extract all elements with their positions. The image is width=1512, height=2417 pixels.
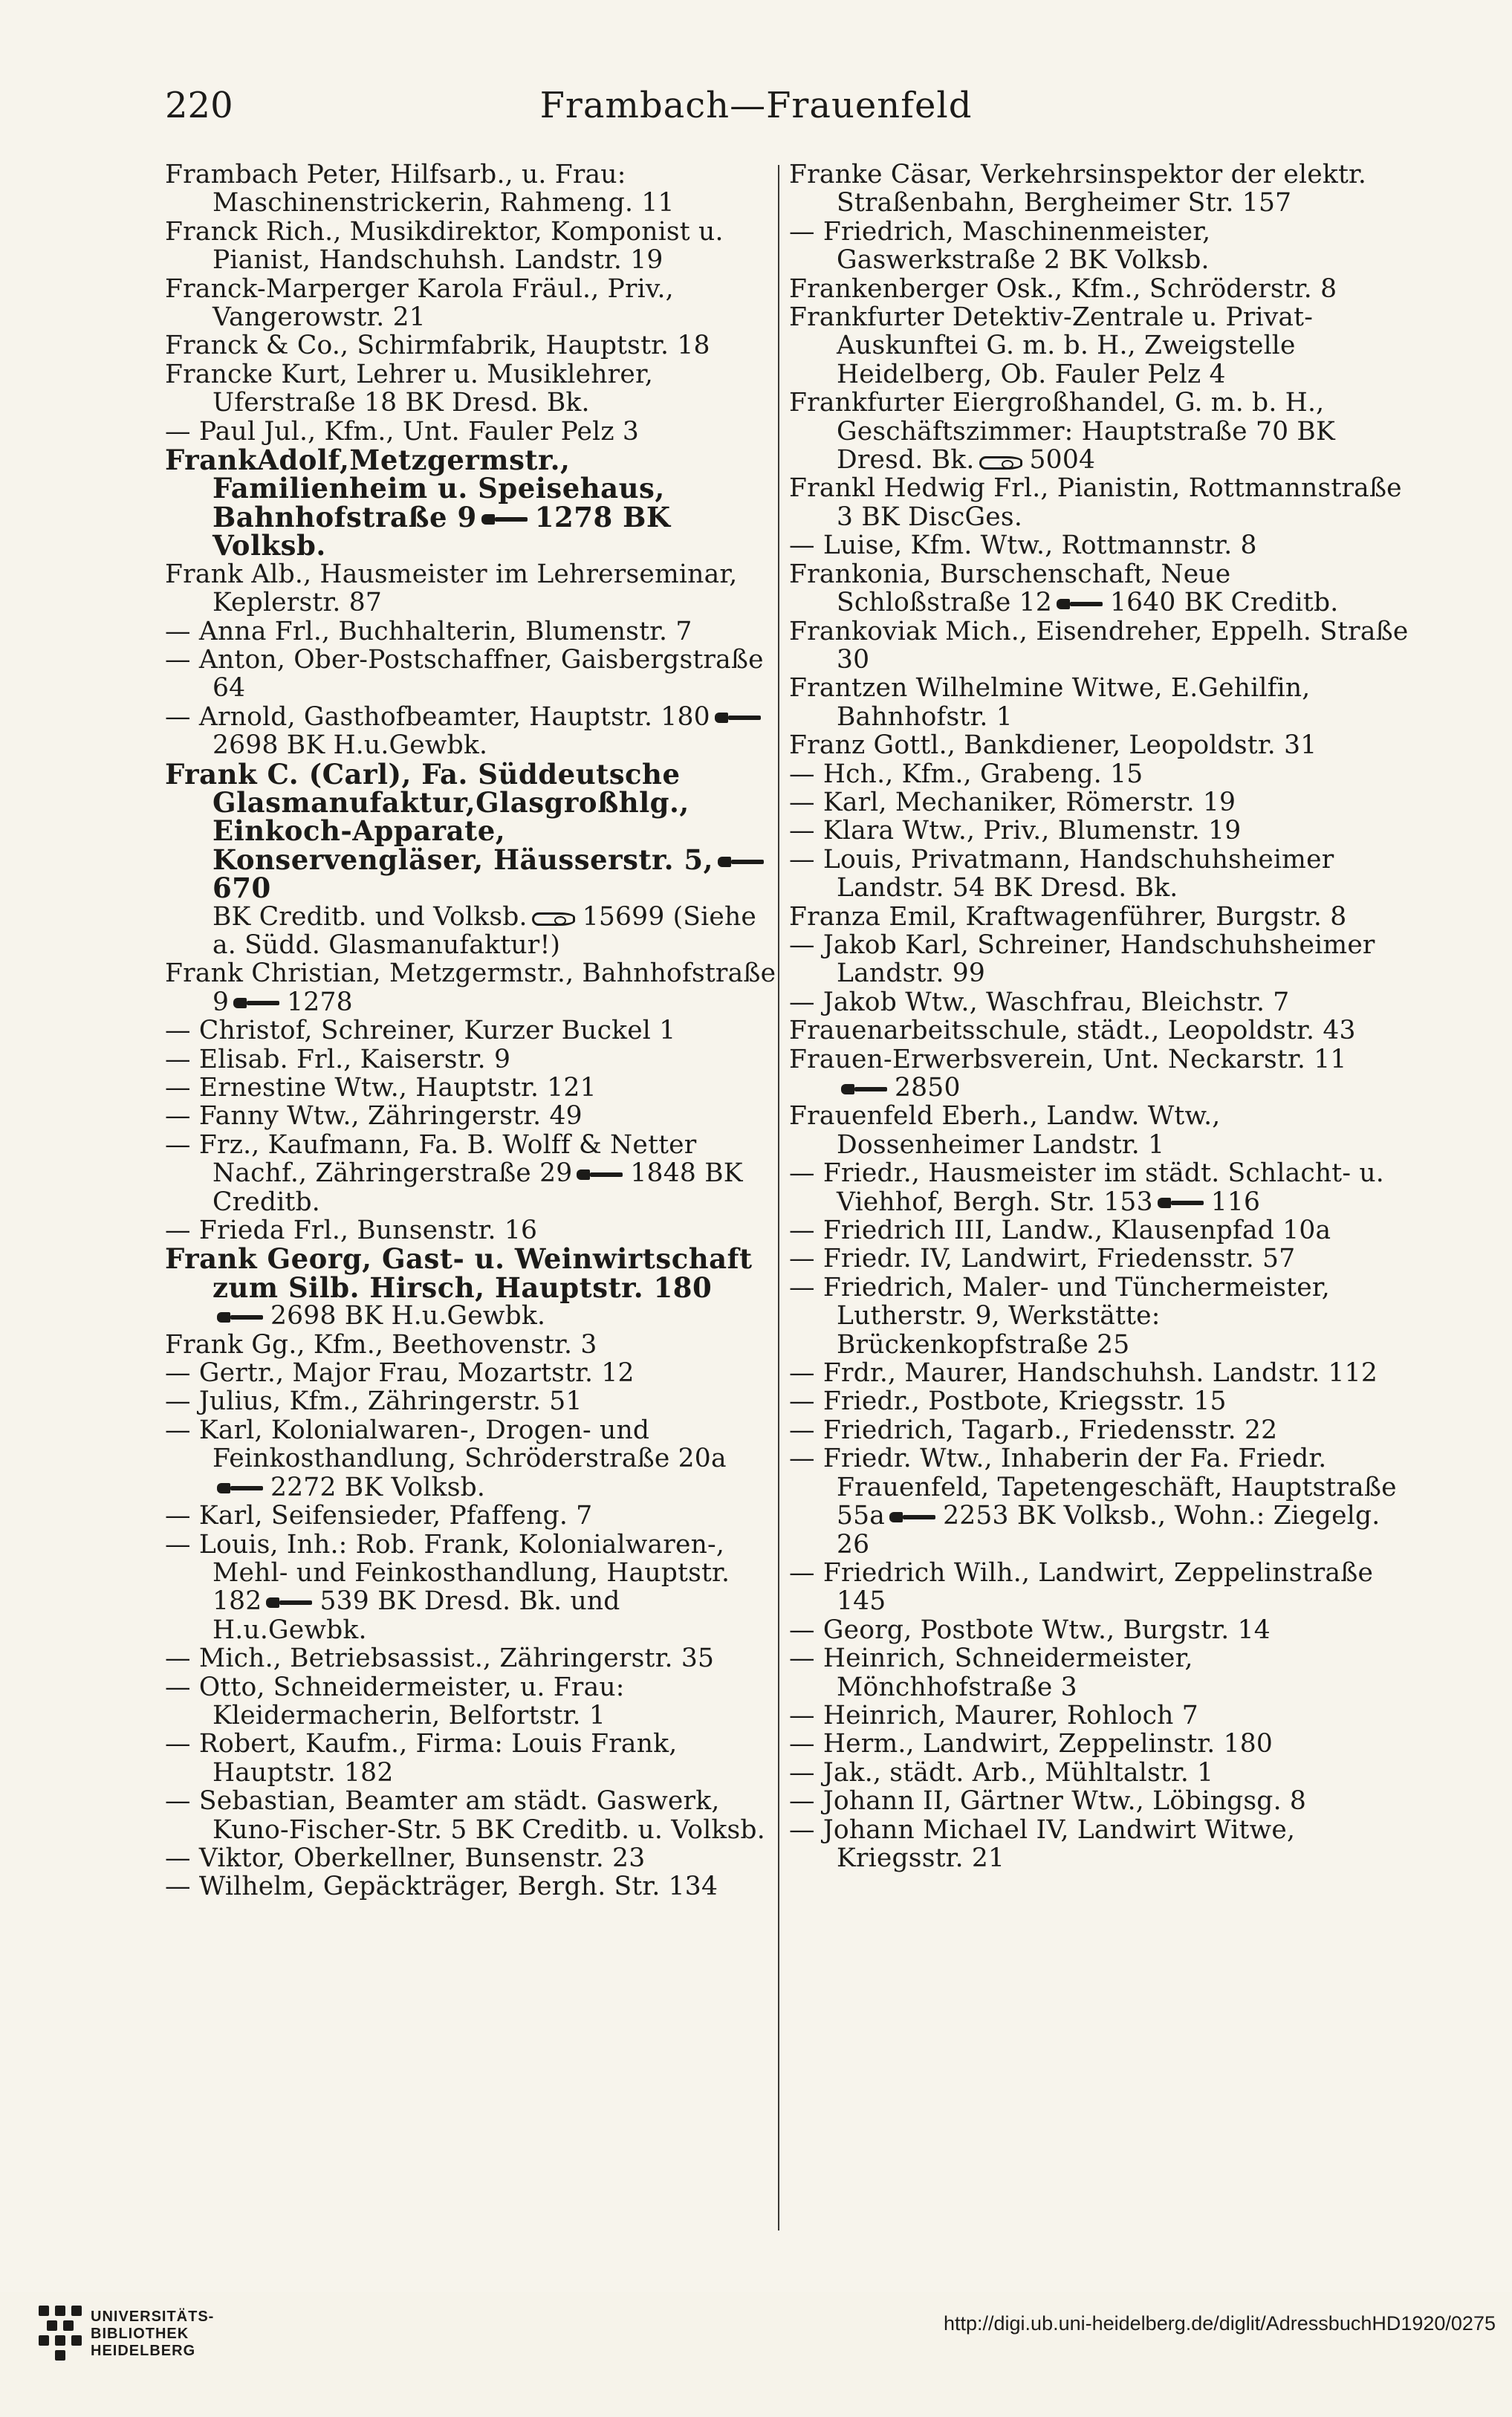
entry-text: Franck-Marperger Karola Fräul., Priv., Vangerowstr. 21 xyxy=(165,273,674,333)
entry-text: Frambach Peter, Hilfsarb., u. Frau: Maschinenstrickerin, Rahmeng. 11 xyxy=(165,160,675,218)
entry-text: — Viktor, Oberkellner, Bunsenstr. 23 xyxy=(165,1843,646,1873)
telephone-icon xyxy=(715,709,764,727)
entry-suffix: BK Volksb. xyxy=(212,500,671,562)
entry-text: — Anna Frl., Buchhalterin, Blumenstr. 7 xyxy=(165,616,692,646)
entry-text: Frank Christian, Metzgermstr., Bahnhofstraße 9 xyxy=(165,958,776,1017)
phone-number: 670 xyxy=(212,872,271,905)
directory-entry xyxy=(789,846,1413,903)
directory-entry xyxy=(165,757,782,905)
directory-entry xyxy=(789,474,1413,531)
directory-entry xyxy=(165,331,782,360)
directory-entry xyxy=(165,1673,782,1730)
directory-entry xyxy=(789,1644,1413,1701)
entry-text: — Friedrich, Maschinenmeister, Gaswerkstraße 2 BK Volksb. xyxy=(789,216,1211,276)
directory-entry xyxy=(789,531,1413,559)
entry-text: Franck & Co., Schirmfabrik, Hauptstr. 18 xyxy=(165,331,710,361)
entry-text: — Karl, Kolonialwaren-, Drogen- und Feinkosthandlung, Schröderstraße 20a xyxy=(165,1415,727,1474)
directory-entry xyxy=(165,959,782,1016)
phone-number: 539 xyxy=(319,1586,369,1617)
directory-entry xyxy=(165,1416,782,1502)
directory-entry xyxy=(165,218,782,275)
entry-text: — Arnold, Gasthofbeamter, Hauptstr. 180 xyxy=(165,701,710,732)
directory-entry xyxy=(789,560,1413,617)
entry-suffix: BK Creditb. xyxy=(1184,588,1339,618)
directory-entry xyxy=(165,1102,782,1130)
directory-entry xyxy=(789,731,1413,759)
directory-entry xyxy=(789,1387,1413,1415)
directory-entry xyxy=(789,788,1413,817)
telephone-icon xyxy=(217,1479,266,1497)
entry-text: Frankenberger Osk., Kfm., Schröderstr. 8 xyxy=(789,273,1337,304)
telephone-icon xyxy=(1158,1194,1207,1212)
directory-entry xyxy=(165,1242,782,1304)
entry-text: — Robert, Kaufm., Firma: Louis Frank, Hauptstr. 182 xyxy=(165,1729,678,1788)
page-number: 220 xyxy=(165,85,233,126)
entry-text: Frank Gg., Kfm., Beethovenstr. 3 xyxy=(165,1329,597,1360)
entry-text: — Paul Jul., Kfm., Unt. Fauler Pelz 3 xyxy=(165,416,640,447)
entry-text: — Karl, Seifensieder, Pfaffeng. 7 xyxy=(165,1501,593,1531)
entry-text: — Klara Wtw., Priv., Blumenstr. 19 xyxy=(789,816,1242,846)
directory-entry xyxy=(165,1730,782,1787)
library-name xyxy=(91,2309,214,2360)
directory-entry xyxy=(789,160,1413,218)
entry-text: — Sebastian, Beamter am städt. Gaswerk, Kuno-Fischer-Str. 5 BK Creditb. u. Volksb. xyxy=(165,1786,765,1845)
directory-entry xyxy=(165,617,782,646)
directory-entry xyxy=(789,218,1413,275)
entry-text: — Julius, Kfm., Zähringerstr. 51 xyxy=(165,1386,583,1417)
telephone-icon xyxy=(217,1308,266,1326)
entry-text: — Luise, Kfm. Wtw., Rottmannstr. 8 xyxy=(789,531,1257,561)
phone-number: 2698 xyxy=(212,730,279,761)
entry-text: — Elisab. Frl., Kaiserstr. 9 xyxy=(165,1044,511,1074)
directory-entry xyxy=(165,1531,782,1645)
entry-text: — Ernestine Wtw., Hauptstr. 121 xyxy=(165,1073,597,1103)
phone-number: 2272 xyxy=(270,1472,337,1502)
directory-entry xyxy=(789,988,1413,1016)
directory-entry xyxy=(789,817,1413,845)
directory-entry xyxy=(165,1644,782,1673)
entry-text: — Heinrich, Schneidermeister, Mönchhofstraße 3 xyxy=(789,1644,1193,1702)
entry-text: Frauen-Erwerbsverein, Unt. Neckarstr. 11 xyxy=(789,1044,1347,1074)
directory-entry xyxy=(789,617,1413,675)
directory-entry xyxy=(789,1701,1413,1730)
entry-text: Frankfurter Detektiv-Zentrale u. Privat-Auskunftei G. m. b. H., Zweigstelle Heidelberg, Ob. Fauler Pelz 4 xyxy=(789,302,1314,389)
directory-entry xyxy=(789,1816,1413,1873)
entry-text: Frankfurter Eiergroßhandel, G. m. b. H., Geschäftszimmer: Hauptstraße 70 BK Dresd. Bk. xyxy=(789,388,1335,476)
entry-text: Frauenarbeitsschule, städt., Leopoldstr. 43 xyxy=(789,1016,1356,1046)
entry-text: Franza Emil, Kraftwagenführer, Burgstr. 8 xyxy=(789,901,1347,932)
directory-entry xyxy=(789,275,1413,303)
entry-text: — Jakob Karl, Schreiner, Handschuhsheimer Landstr. 99 xyxy=(789,930,1375,989)
post-horn-icon xyxy=(979,453,1025,470)
right-column xyxy=(789,160,1413,1872)
entry-text: — Heinrich, Maurer, Rohloch 7 xyxy=(789,1700,1198,1730)
telephone-icon xyxy=(841,1080,890,1098)
directory-entry xyxy=(789,1444,1413,1559)
directory-entry xyxy=(789,1616,1413,1644)
entry-text: Frank C. (Carl), Fa. Süddeutsche Glasmanufaktur,Glasgroßhlg., Einkoch-Apparate, Konservengläser, Häusserstr. 5, xyxy=(165,757,714,876)
directory-entry xyxy=(789,1559,1413,1616)
directory-entry xyxy=(789,931,1413,988)
entry-text: — Christof, Schreiner, Kurzer Buckel 1 xyxy=(165,1016,676,1046)
directory-entry xyxy=(165,1045,782,1074)
entry-text: FrankAdolf,Metzgermstr., Familienheim u. Speisehaus, Bahnhofstraße 9 xyxy=(165,444,665,533)
entry-suffix: BK Dresd. Bk. und H.u.Gewbk. xyxy=(212,1586,620,1645)
entry-suffix: BK H.u.Gewbk. xyxy=(286,730,488,761)
directory-entry xyxy=(789,903,1413,931)
entry-text: — Friedr. IV, Landwirt, Friedensstr. 57 xyxy=(789,1244,1296,1274)
entry-text: Frankl Hedwig Frl., Pianistin, Rottmannstraße 3 BK DiscGes. xyxy=(789,473,1402,532)
entry-text: — Wilhelm, Gepäckträger, Bergh. Str. 134 xyxy=(165,1872,718,1902)
directory-entry xyxy=(789,389,1413,474)
telephone-icon xyxy=(1057,595,1106,613)
directory-entry xyxy=(165,1074,782,1102)
entry-suffix: BK Volksb. xyxy=(344,1472,486,1502)
entry-text: Franke Cäsar, Verkehrsinspektor der elektr. Straßenbahn, Bergheimer Str. 157 xyxy=(789,160,1367,218)
directory-entry xyxy=(165,418,782,446)
directory-entry xyxy=(789,1359,1413,1387)
directory-entry xyxy=(789,303,1413,389)
telephone-icon xyxy=(266,1594,315,1612)
entry-text: — Friedrich, Maler- und Tünchermeister, Lutherstr. 9, Werkstätte: Brückenkopfstraße 25 xyxy=(789,1272,1330,1360)
phone-number: 2850 xyxy=(895,1073,961,1103)
directory-entry xyxy=(165,646,782,703)
directory-entry xyxy=(789,1016,1413,1045)
entry-suffix: BK H.u.Gewbk. xyxy=(344,1301,546,1331)
entry-text: — Frz., Kaufmann, Fa. B. Wolff & Netter Nachf., Zähringerstraße 29 xyxy=(165,1129,697,1189)
entry-text: — Friedr., Postbote, Kriegsstr. 15 xyxy=(789,1386,1227,1417)
entry-text: — Jak., städt. Arb., Mühltalstr. 1 xyxy=(789,1757,1214,1788)
directory-entry xyxy=(165,1387,782,1415)
directory-entry xyxy=(789,1759,1413,1787)
entry-text: BK Creditb. und Volksb. xyxy=(212,901,528,932)
directory-entry xyxy=(789,760,1413,788)
directory-entry xyxy=(789,674,1413,731)
directory-entry xyxy=(789,1159,1413,1216)
page-header xyxy=(0,85,1512,144)
telephone-icon xyxy=(233,994,282,1012)
directory-entry xyxy=(165,446,782,560)
source-url-link[interactable]: http://digi.ub.uni-heidelberg.de/diglit/AdressbuchHD1920/0275 xyxy=(943,2312,1496,2335)
directory-entry xyxy=(789,1245,1413,1273)
telephone-icon xyxy=(718,853,767,871)
phone-number: 1848 xyxy=(630,1158,697,1189)
entry-text: — Fanny Wtw., Zähringerstr. 49 xyxy=(165,1101,583,1132)
directory-entry xyxy=(165,160,782,218)
directory-entry xyxy=(165,1502,782,1530)
directory-entry xyxy=(165,903,782,960)
running-head: Frambach—Frauenfeld xyxy=(539,85,973,126)
column-divider xyxy=(778,165,779,2231)
entry-text: — Frieda Frl., Bunsenstr. 16 xyxy=(165,1216,538,1246)
directory-entry xyxy=(165,1016,782,1045)
entry-text: — Hch., Kfm., Grabeng. 15 xyxy=(789,759,1143,789)
directory-entry xyxy=(165,1216,782,1245)
entry-text: — Frdr., Maurer, Handschuhsh. Landstr. 112 xyxy=(789,1358,1378,1389)
entry-text: — Anton, Ober-Postschaffner, Gaisbergstraße 64 xyxy=(165,644,764,704)
directory-entry xyxy=(165,360,782,418)
entry-text: Franck Rich., Musikdirektor, Komponist u. Pianist, Handschuhsh. Landstr. 19 xyxy=(165,216,724,276)
entry-text: — Jakob Wtw., Waschfrau, Bleichstr. 7 xyxy=(789,987,1290,1017)
directory-entry xyxy=(789,1045,1413,1074)
directory-entry xyxy=(165,275,782,332)
entry-text: Frank Georg, Gast- u. Weinwirtschaft zum Silb. Hirsch, Hauptstr. 180 xyxy=(165,1242,753,1304)
entry-text: — Johann Michael IV, Landwirt Witwe, Kriegsstr. 21 xyxy=(789,1814,1296,1873)
entry-text: — Otto, Schneidermeister, u. Frau: Kleidermacherin, Belfortstr. 1 xyxy=(165,1672,625,1730)
entry-text: — Johann II, Gärtner Wtw., Löbingsg. 8 xyxy=(789,1786,1307,1817)
telephone-icon xyxy=(481,510,531,528)
directory-entry xyxy=(789,1102,1413,1159)
postal-check-number: 5004 xyxy=(1029,445,1096,476)
entry-text: — Friedrich III, Landw., Klausenpfad 10a xyxy=(789,1216,1331,1246)
directory-entry xyxy=(165,560,782,617)
footer xyxy=(0,2292,1512,2417)
directory-entry xyxy=(165,1131,782,1216)
directory-entry xyxy=(165,1787,782,1844)
phone-number: 2698 xyxy=(270,1301,337,1331)
phone-number: 116 xyxy=(1210,1187,1261,1217)
telephone-icon xyxy=(577,1166,626,1184)
directory-entry xyxy=(789,1074,1413,1102)
entry-suffix: (Siehe a. Südd. Glasmanufaktur!) xyxy=(212,901,757,960)
phone-number: 2253 xyxy=(943,1501,1009,1531)
left-column xyxy=(165,160,782,1901)
phone-number: 1640 xyxy=(1109,588,1176,618)
postal-check-number: 15699 xyxy=(582,901,665,932)
entry-text: Frankonia, Burschenschaft, Neue Schloßstraße 12 xyxy=(789,559,1231,618)
directory-entry xyxy=(789,1416,1413,1444)
post-horn-icon xyxy=(532,909,578,926)
entry-text: — Herm., Landwirt, Zeppelinstr. 180 xyxy=(789,1729,1273,1759)
entry-text: Frankoviak Mich., Eisendreher, Eppelh. Straße 30 xyxy=(789,616,1409,675)
directory-entry xyxy=(165,1359,782,1387)
entry-text: — Louis, Privatmann, Handschuhsheimer Landstr. 54 BK Dresd. Bk. xyxy=(789,844,1334,903)
telephone-icon xyxy=(889,1508,938,1526)
entry-text: — Louis, Inh.: Rob. Frank, Kolonialwaren-, Mehl- und Feinkosthandlung, Hauptstr. 182 xyxy=(165,1529,730,1617)
entry-text: — Friedr. Wtw., Inhaberin der Fa. Friedr. Frauenfeld, Tapetengeschäft, Hauptstraße 55a xyxy=(789,1444,1397,1531)
entry-suffix: BK Volksb., Wohn.: Ziegelg. 26 xyxy=(837,1501,1380,1560)
entry-text: — Friedrich Wilh., Landwirt, Zeppelinstraße 145 xyxy=(789,1557,1374,1617)
directory-entry xyxy=(789,1787,1413,1815)
entry-text: — Mich., Betriebsassist., Zähringerstr. 35 xyxy=(165,1644,715,1674)
entry-suffix: BK Creditb. xyxy=(212,1158,743,1217)
directory-entry xyxy=(165,703,782,760)
library-name-line: UNIVERSITÄTS- xyxy=(91,2309,215,2325)
directory-entry xyxy=(789,1274,1413,1359)
directory-entry xyxy=(165,1331,782,1359)
entry-text: — Friedrich, Tagarb., Friedensstr. 22 xyxy=(789,1415,1278,1445)
entry-text: Franz Gottl., Bankdiener, Leopoldstr. 31 xyxy=(789,730,1317,761)
entry-text: — Friedr., Hausmeister im städt. Schlacht- u. Viehhof, Bergh. Str. 153 xyxy=(789,1158,1384,1217)
entry-text: Frantzen Wilhelmine Witwe, E.Gehilfin, Bahnhofstr. 1 xyxy=(789,673,1311,732)
directory-entry xyxy=(165,1302,782,1330)
directory-entry xyxy=(165,1872,782,1901)
directory-entry xyxy=(789,1730,1413,1758)
entry-text: Francke Kurt, Lehrer u. Musiklehrer, Uferstraße 18 BK Dresd. Bk. xyxy=(165,359,654,418)
phone-number: 1278 xyxy=(534,500,613,533)
entry-text: — Karl, Mechaniker, Römerstr. 19 xyxy=(789,787,1236,817)
library-name-line: BIBLIOTHEK xyxy=(91,2326,189,2342)
directory-entry xyxy=(165,1844,782,1872)
entry-text: Frank Alb., Hausmeister im Lehrerseminar, Keplerstr. 87 xyxy=(165,559,738,618)
entry-text: — Gertr., Major Frau, Mozartstr. 12 xyxy=(165,1358,635,1389)
directory-entry xyxy=(789,1216,1413,1245)
library-name-line: HEIDELBERG xyxy=(91,2343,196,2359)
entry-text: — Georg, Postbote Wtw., Burgstr. 14 xyxy=(789,1615,1271,1645)
phone-number: 1278 xyxy=(287,987,353,1017)
library-logo-icon xyxy=(39,2306,82,2362)
entry-text: Frauenfeld Eberh., Landw. Wtw., Dossenheimer Landstr. 1 xyxy=(789,1101,1221,1160)
